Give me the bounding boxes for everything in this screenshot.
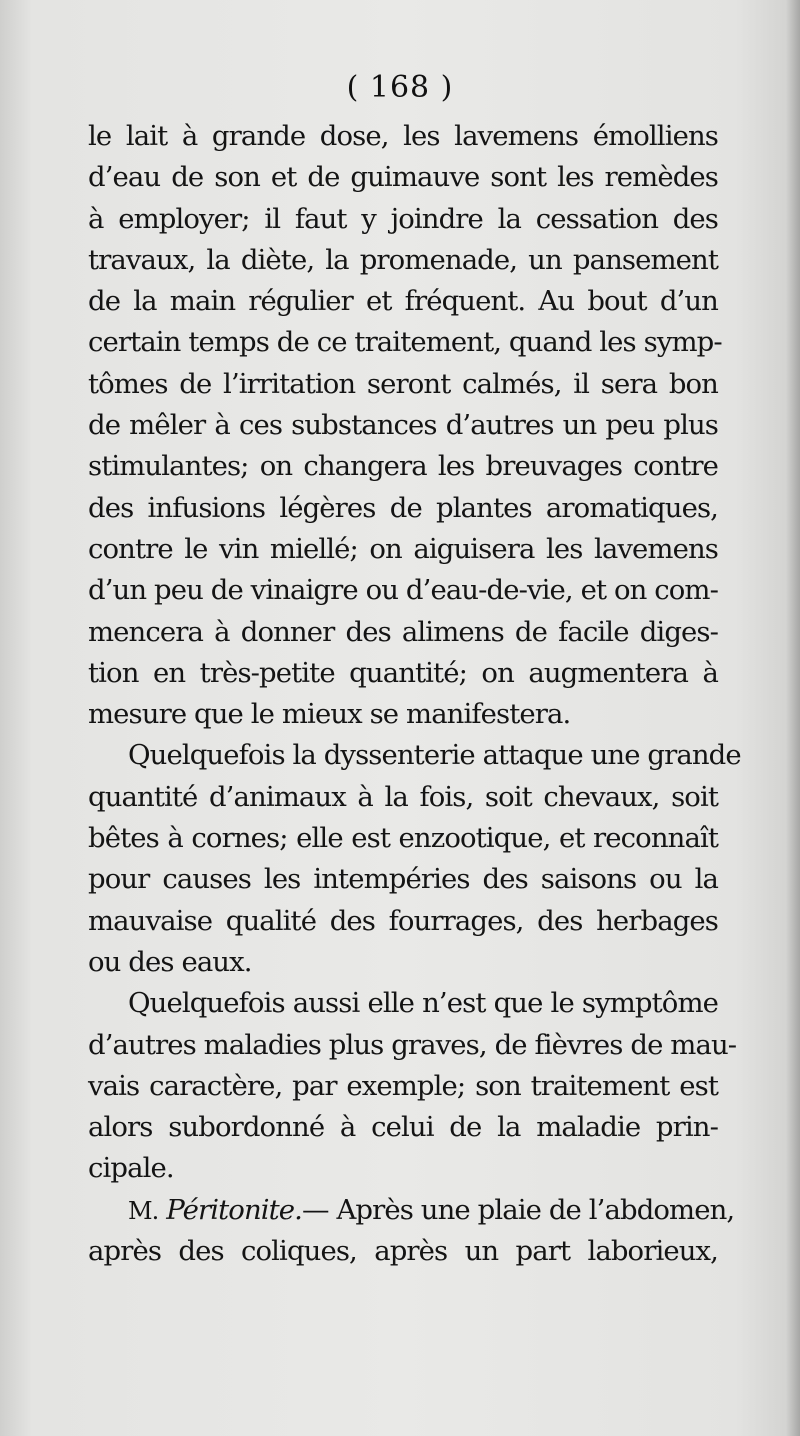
text-line: pour causes les intempéries des saisons ou la bbox=[88, 863, 718, 896]
text-line: travaux, la diète, la promenade, un pansement bbox=[88, 243, 718, 276]
text-line: vais caractère, par exemple; son traitement est bbox=[88, 1069, 718, 1102]
text-line: tion en très-petite quantité; on augmentera à bbox=[88, 656, 718, 689]
page-number: ( 168 ) bbox=[346, 70, 454, 105]
text-line: cipale. bbox=[88, 1152, 174, 1185]
text-line: de mêler à ces substances d’autres un peu plus bbox=[88, 409, 718, 442]
text-line: de la main régulier et fréquent. Au bout d’un bbox=[88, 285, 718, 318]
text-line: mesure que le mieux se manifestera. bbox=[88, 698, 571, 731]
text-line: stimulantes; on changera les breuvages contre bbox=[88, 450, 718, 483]
text-line: alors subordonné à celui de la maladie prin- bbox=[88, 1111, 718, 1144]
text-line: après des coliques, après un part laborieux, bbox=[88, 1235, 718, 1268]
section-heading-line bbox=[88, 1190, 735, 1231]
body-text bbox=[88, 116, 741, 1272]
text-line: des infusions légères de plantes aromatiques, bbox=[88, 491, 718, 524]
text-line: mauvaise qualité des fourrages, des herbages bbox=[88, 904, 718, 937]
text-line: d’eau de son et de guimauve sont les remèdes bbox=[88, 161, 718, 194]
paragraph-start: Quelquefois aussi elle n’est que le symptôme bbox=[128, 987, 718, 1020]
section-title: Péritonite. bbox=[166, 1193, 303, 1226]
paragraph-start: Quelquefois la dyssenterie attaque une grande bbox=[128, 739, 741, 772]
text-line: contre le vin miellé; on aiguisera les lavemens bbox=[88, 532, 718, 565]
text-line: tômes de l’irritation seront calmés, il sera bon bbox=[88, 367, 718, 400]
text-line: d’un peu de vinaigre ou d’eau-de-vie, et on com- bbox=[88, 574, 718, 607]
text-line: ou des eaux. bbox=[88, 945, 252, 978]
text-line: à employer; il faut y joindre la cessation des bbox=[88, 202, 718, 235]
section-marker: M. bbox=[128, 1196, 159, 1225]
text-line: d’autres maladies plus graves, de fièvres de mau- bbox=[88, 1028, 737, 1061]
text-line: bêtes à cornes; elle est enzootique, et reconnaît bbox=[88, 822, 718, 855]
text-line: le lait à grande dose, les lavemens émolliens bbox=[88, 120, 718, 152]
text-line: certain temps de ce traitement, quand les symp- bbox=[88, 326, 722, 359]
text-line: mencera à donner des alimens de facile diges- bbox=[88, 615, 718, 648]
section-text: — Après une plaie de l’abdomen, bbox=[302, 1193, 735, 1226]
text-line: quantité d’animaux à la fois, soit chevaux, soit bbox=[88, 780, 718, 813]
